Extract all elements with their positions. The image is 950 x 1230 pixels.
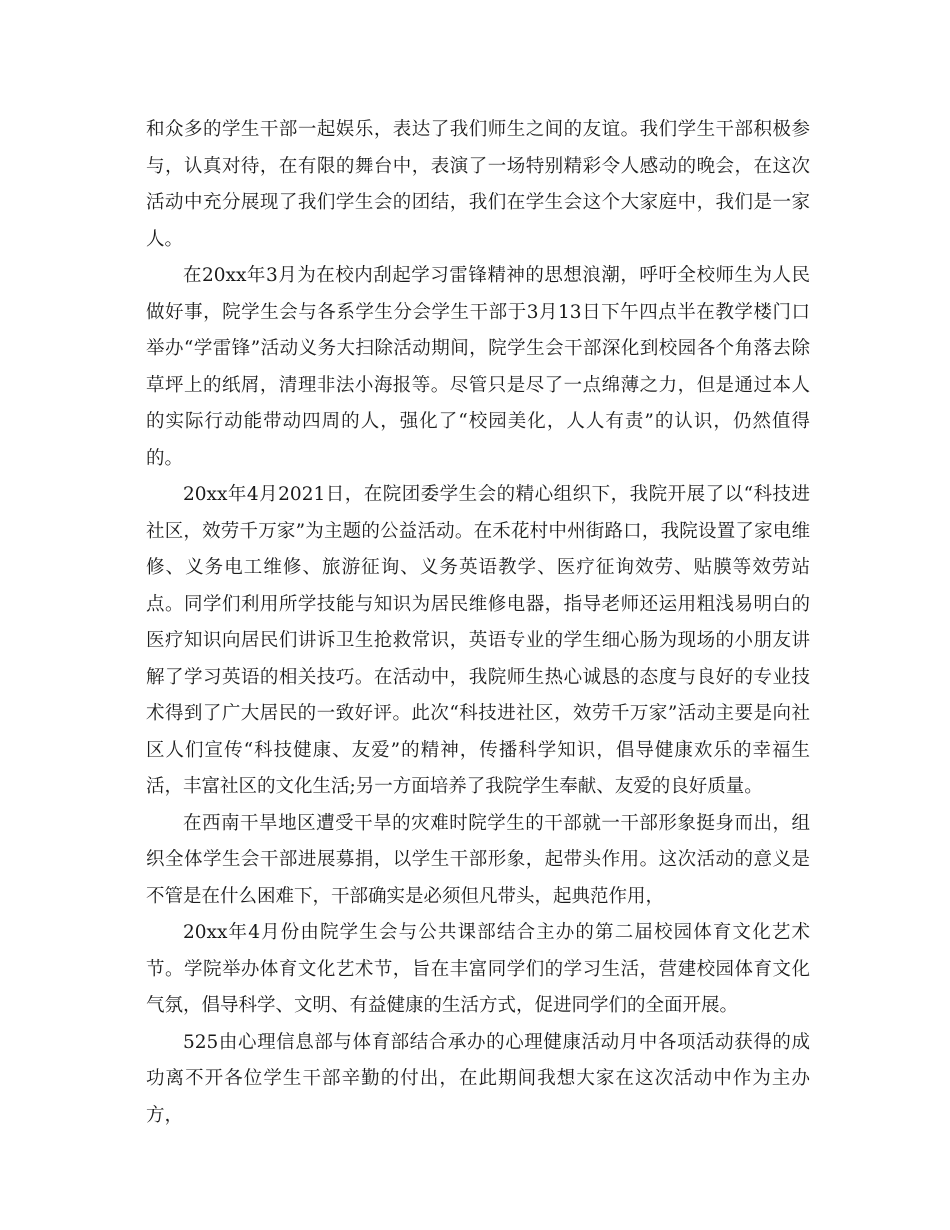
paragraph-5: 20xx年4月份由院学生会与公共课部结合主办的第二届校园体育文化艺术节。学院举办体育文化艺术节，旨在丰富同学们的学习生活，营建校园体育文化气氛，倡导科学、文明、有益健康的生活方式，促进同学们的全面开展。 — [146, 922, 810, 1016]
paragraph-2: 在20xx年3月为在校内刮起学习雷锋精神的思想浪潮，呼吁全校师生为人民做好事，院学生会与各系学生分会学生干部于3月13日下午四点半在教学楼门口举办“学雷锋”活动义务大扫除活动期间，院学生会干部深化到校园各个角落去除草坪上的纸屑，清理非法小海报等。尽管只是尽了一点绵薄之力，但是通过本人的实际行动能带动四周的人，强化了“校园美化，人人有责”的认识，仍然值得的。 — [146, 265, 810, 469]
paragraph-6: 525由心理信息部与体育部结合承办的心理健康活动月中各项活动获得的成功离不开各位学生干部辛勤的付出，在此期间我想大家在这次活动中作为主办方， — [146, 1031, 810, 1126]
document-body — [146, 112, 810, 1134]
paragraph-1: 和众多的学生干部一起娱乐，表达了我们师生之间的友谊。我们学生干部积极参与，认真对待，在有限的舞台中，表演了一场特别精彩令人感动的晚会，在这次活动中充分展现了我们学生会的团结，我们在学生会这个大家庭中，我们是一家人。 — [146, 119, 810, 250]
paragraph-4: 在西南干旱地区遭受干旱的灾难时院学生的干部就一干部形象挺身而出，组织全体学生会干部进展募捐，以学生干部形象，起带头作用。这次活动的意义是不管是在什么困难下，干部确实是必须但凡带头，起典范作用， — [146, 812, 810, 907]
paragraph-3: 20xx年4月2021日，在院团委学生会的精心组织下，我院开展了以“科技进社区，效劳千万家”为主题的公益活动。在禾花村中州街路口，我院设置了家电维修、义务电工维修、旅游征询、义务英语教学、医疗征询效劳、贴膜等效劳站点。同学们利用所学技能与知识为居民维修电器，指导老师还运用粗浅易明白的医疗知识向居民们讲诉卫生抢救常识，英语专业的学生细心肠为现场的小朋友讲解了学习英语的相关技巧。在活动中，我院师生热心诚恳的态度与良好的专业技术得到了广大居民的一致好评。此次“科技进社区，效劳千万家”活动主要是向社区人们宣传“科技健康、友爱”的精神，传播科学知识，倡导健康欢乐的幸福生活，丰富社区的文化生活;另一方面培养了我院学生奉献、友爱的良好质量。 — [146, 484, 811, 797]
